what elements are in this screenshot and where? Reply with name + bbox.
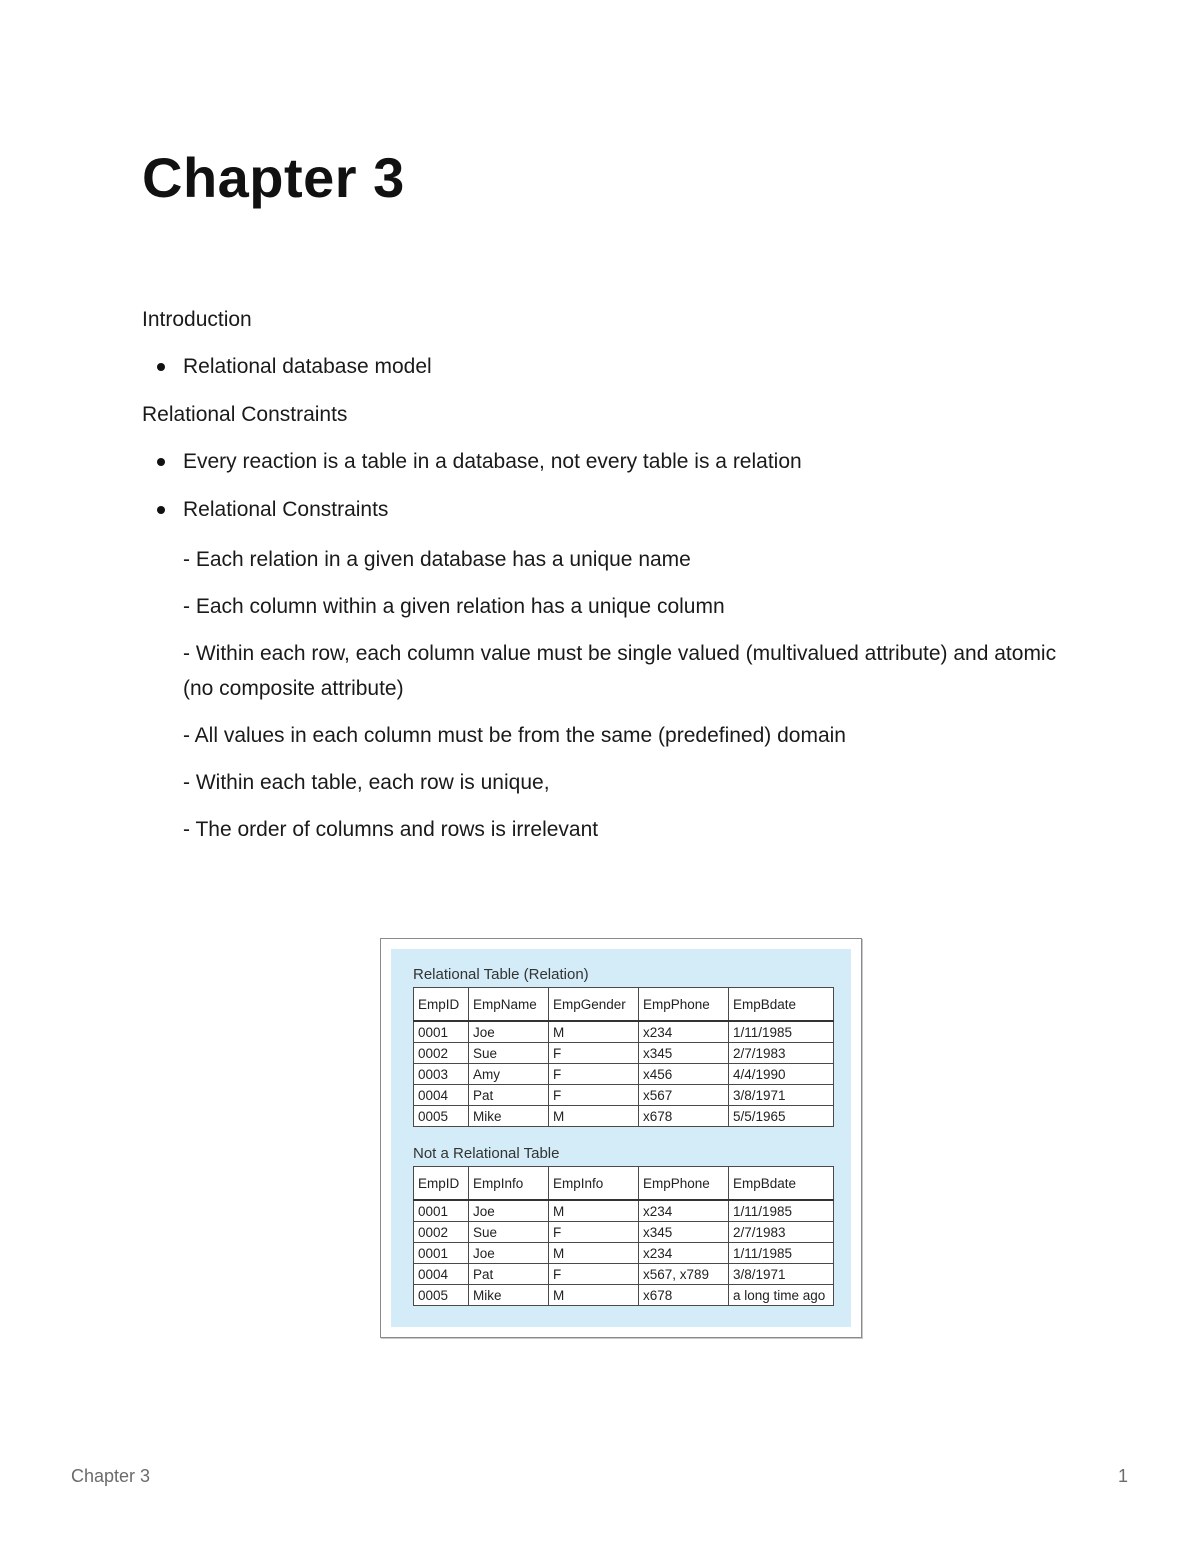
column-header: EmpID — [414, 988, 469, 1022]
table-row — [414, 1064, 834, 1085]
column-header: EmpBdate — [729, 1167, 834, 1201]
relational-table-caption: Relational Table (Relation) — [413, 966, 589, 983]
relational-table — [413, 987, 834, 1127]
table-cell: 0003 — [414, 1064, 469, 1085]
table-cell: x234 — [639, 1021, 729, 1043]
table-cell: M — [549, 1021, 639, 1043]
table-cell: 0001 — [414, 1021, 469, 1043]
table-row — [414, 1200, 834, 1222]
table-cell: Mike — [469, 1106, 549, 1127]
column-header: EmpBdate — [729, 988, 834, 1022]
table-cell: 5/5/1965 — [729, 1106, 834, 1127]
not-relational-table-caption: Not a Relational Table — [413, 1145, 560, 1162]
column-header: EmpName — [469, 988, 549, 1022]
table-cell: Joe — [469, 1200, 549, 1222]
intro-bullet-list — [142, 351, 1082, 382]
table-cell: F — [549, 1043, 639, 1064]
table-row — [414, 1043, 834, 1064]
table-cell: 0001 — [414, 1200, 469, 1222]
table-cell: x678 — [639, 1285, 729, 1306]
table-cell: 3/8/1971 — [729, 1264, 834, 1285]
table-cell: 1/11/1985 — [729, 1021, 834, 1043]
column-header: EmpPhone — [639, 988, 729, 1022]
document-body — [142, 304, 1082, 859]
table-cell: 4/4/1990 — [729, 1064, 834, 1085]
table-cell: x345 — [639, 1043, 729, 1064]
constraint-item: - Within each row, each column value must be single valued (multivalued attribute) and atomic (no composite attribute) — [183, 642, 1057, 700]
table-cell: Sue — [469, 1222, 549, 1243]
table-header-row — [414, 988, 834, 1022]
constraint-item: - Each column within a given relation has a unique column — [183, 595, 725, 618]
table-cell: M — [549, 1285, 639, 1306]
table-cell: x234 — [639, 1243, 729, 1264]
column-header: EmpID — [414, 1167, 469, 1201]
table-cell: 0004 — [414, 1085, 469, 1106]
table-cell: Joe — [469, 1021, 549, 1043]
table-cell: 0002 — [414, 1043, 469, 1064]
footer-page-number: 1 — [1117, 1466, 1128, 1486]
figure-background — [391, 949, 851, 1327]
table-cell: 2/7/1983 — [729, 1222, 834, 1243]
table-cell: 0005 — [414, 1285, 469, 1306]
table-row — [414, 1106, 834, 1127]
table-cell: Mike — [469, 1285, 549, 1306]
table-cell: x567 — [639, 1085, 729, 1106]
column-header: EmpInfo — [549, 1167, 639, 1201]
bullet-item: Relational Constraints — [142, 494, 1082, 525]
constraints-bullet-list — [142, 446, 1082, 525]
table-header-row — [414, 1167, 834, 1201]
table-cell: x456 — [639, 1064, 729, 1085]
table-cell: x678 — [639, 1106, 729, 1127]
table-cell: Amy — [469, 1064, 549, 1085]
table-cell: 0004 — [414, 1264, 469, 1285]
table-cell: Joe — [469, 1243, 549, 1264]
table-cell: F — [549, 1085, 639, 1106]
not-relational-table — [413, 1166, 834, 1306]
table-cell: M — [549, 1106, 639, 1127]
column-header: EmpPhone — [639, 1167, 729, 1201]
table-row — [414, 1085, 834, 1106]
table-cell: M — [549, 1200, 639, 1222]
table-cell: 2/7/1983 — [729, 1043, 834, 1064]
table-cell: F — [549, 1222, 639, 1243]
table-cell: 0005 — [414, 1106, 469, 1127]
table-row — [414, 1021, 834, 1043]
table-cell: Sue — [469, 1043, 549, 1064]
table-row — [414, 1285, 834, 1306]
bullet-item: Every reaction is a table in a database, not every table is a relation — [142, 446, 1082, 477]
table-cell: x234 — [639, 1200, 729, 1222]
table-row — [414, 1243, 834, 1264]
table-cell: 1/11/1985 — [729, 1243, 834, 1264]
table-cell: Pat — [469, 1264, 549, 1285]
table-cell: F — [549, 1264, 639, 1285]
intro-heading: Introduction — [142, 308, 252, 331]
constraint-item: - The order of columns and rows is irrelevant — [183, 818, 599, 841]
relational-table-figure — [380, 938, 862, 1338]
table-cell: 0001 — [414, 1243, 469, 1264]
table-cell: a long time ago — [729, 1285, 834, 1306]
table-cell: 0002 — [414, 1222, 469, 1243]
constraint-item: - Each relation in a given database has a unique name — [183, 548, 691, 571]
constraint-item: - Within each table, each row is unique, — [183, 771, 550, 794]
table-cell: Pat — [469, 1085, 549, 1106]
constraint-item: - All values in each column must be from the same (predefined) domain — [183, 724, 846, 747]
table-row — [414, 1264, 834, 1285]
page-title: Chapter 3 — [142, 146, 405, 209]
column-header: EmpGender — [549, 988, 639, 1022]
table-cell: M — [549, 1243, 639, 1264]
table-cell: F — [549, 1064, 639, 1085]
table-cell: 3/8/1971 — [729, 1085, 834, 1106]
table-cell: x567, x789 — [639, 1264, 729, 1285]
table-row — [414, 1222, 834, 1243]
table-cell: 1/11/1985 — [729, 1200, 834, 1222]
bullet-item: Relational database model — [142, 351, 1082, 382]
table-cell: x345 — [639, 1222, 729, 1243]
constraints-heading: Relational Constraints — [142, 403, 348, 426]
column-header: EmpInfo — [469, 1167, 549, 1201]
footer-chapter-label: Chapter 3 — [71, 1466, 151, 1486]
